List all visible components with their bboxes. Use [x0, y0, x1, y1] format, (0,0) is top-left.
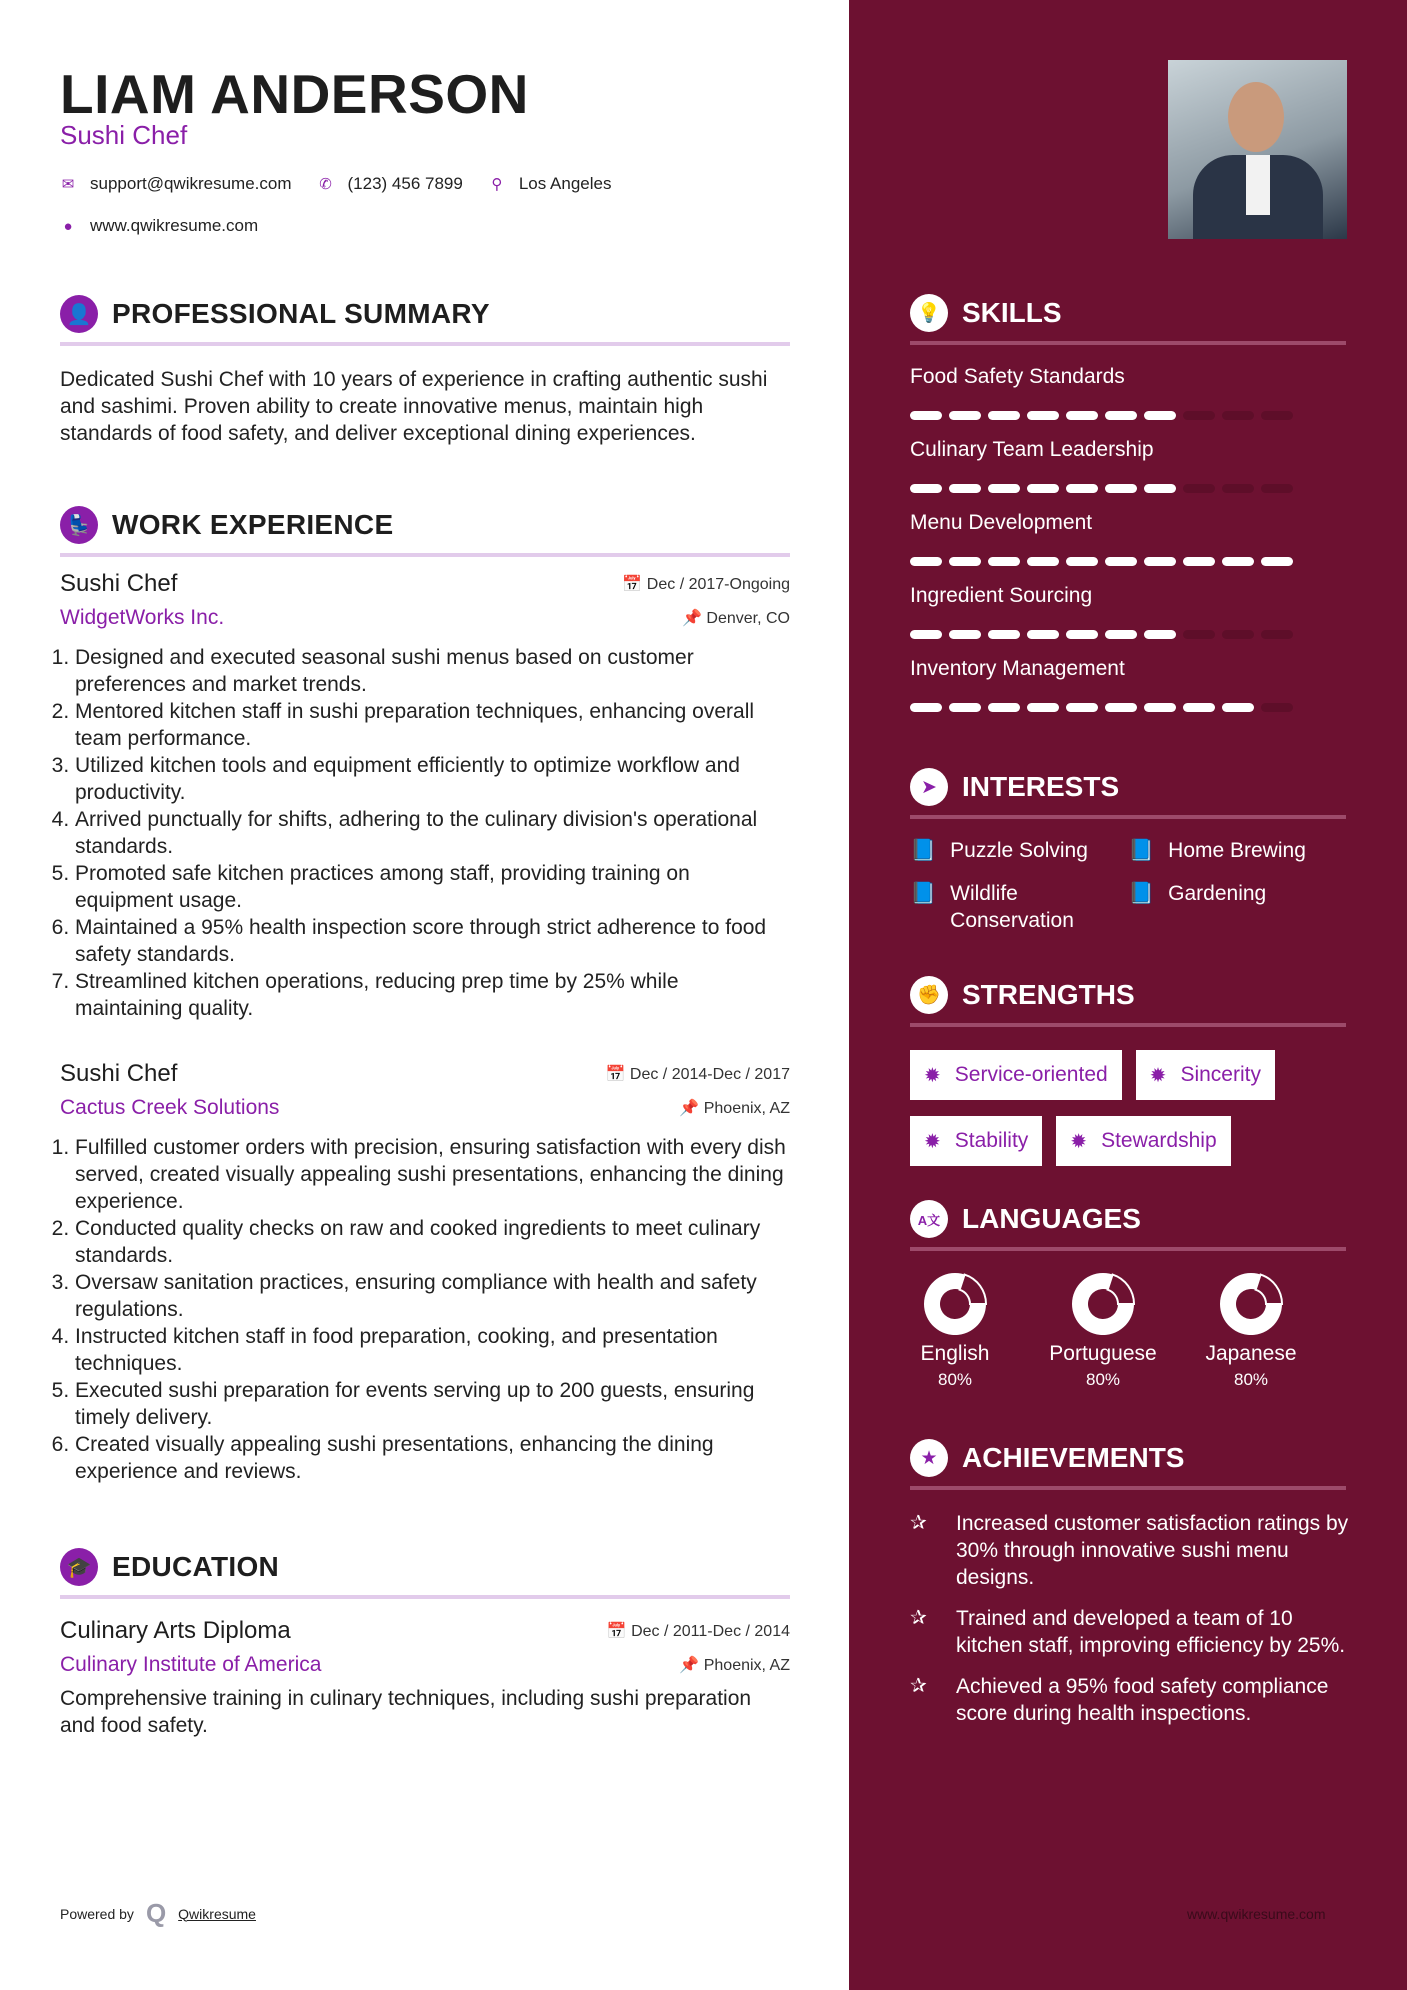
skill-dash-filled	[910, 630, 942, 639]
summary-text: Dedicated Sushi Chef with 10 years of experience in crafting authentic sushi and sashimi. Proven ability to create innovative menus, maintain high standards of food safety, and deliver exceptional dining experiences.	[60, 368, 768, 445]
strength-chip: ✹ Stewardship	[1056, 1116, 1230, 1166]
bullet: 2. Mentored kitchen staff in sushi preparation techniques, enhancing overall team performance.	[75, 698, 791, 752]
language-percent: 80%	[1233, 1370, 1269, 1389]
bullet: 4. Arrived punctually for shifts, adhering to the culinary division's operational standards.	[75, 806, 791, 860]
skill-dash-filled	[1105, 703, 1137, 712]
strength-chip: ✹ Sincerity	[1136, 1050, 1275, 1100]
language-percent: 80%	[1085, 1370, 1121, 1389]
section-heading: INTERESTS	[962, 771, 1120, 802]
language-item	[1038, 1271, 1168, 1390]
skill-dash-empty	[1261, 484, 1293, 493]
skill-dash-filled	[949, 703, 981, 712]
skill-level-bar	[910, 557, 1346, 566]
calendar-icon: 📅	[622, 576, 647, 593]
achievement-item: ✰ Increased customer satisfaction ratings by 30% through innovative sushi menu designs.	[910, 1512, 1349, 1589]
skill-dash-filled	[910, 557, 942, 566]
skill-dash-filled	[1183, 703, 1215, 712]
skill-item	[910, 584, 1346, 639]
skill-dash-filled	[988, 411, 1020, 420]
skill-name: Inventory Management	[910, 657, 1125, 680]
job-dates: Dec / 2014-Dec / 2017	[629, 1066, 790, 1083]
skill-item	[910, 657, 1346, 712]
bullet: 1. Designed and executed seasonal sushi menus based on customer preferences and market trends.	[75, 644, 791, 698]
job-bullets	[56, 644, 791, 1022]
graduate-icon: 🎓	[60, 1548, 98, 1586]
bullet: 3. Utilized kitchen tools and equipment efficiently to optimize workflow and productivity.	[75, 752, 791, 806]
divider	[910, 341, 1346, 345]
skills-section	[910, 294, 1346, 712]
job-title: Sushi Chef	[60, 570, 178, 597]
interest-item: 📘 Home Brewing	[1128, 839, 1306, 862]
skill-dash-filled	[1222, 557, 1254, 566]
shooting-star-icon: ✰	[910, 1512, 927, 1534]
skill-dash-filled	[910, 411, 942, 420]
divider	[60, 553, 790, 557]
skill-dash-empty	[1183, 411, 1215, 420]
skill-dash-filled	[1066, 630, 1098, 639]
calendar-icon: 📅	[605, 1066, 630, 1083]
bullet: 3. Oversaw sanitation practices, ensuring compliance with health and safety regulations.	[75, 1269, 791, 1323]
donut-remaining	[1256, 1275, 1282, 1304]
language-donut	[1070, 1271, 1136, 1337]
job-entry	[60, 570, 790, 1022]
languages-section	[910, 1200, 1346, 1390]
job-entry	[60, 1060, 790, 1485]
language-name: Japanese	[1205, 1342, 1297, 1365]
bullet: 6. Maintained a 95% health inspection score through strict adherence to food safety standards.	[75, 914, 791, 968]
skill-dash-filled	[949, 630, 981, 639]
contact-row	[58, 174, 611, 194]
bullet: 6. Created visually appealing sushi presentations, enhancing the dining experience and reviews.	[75, 1431, 791, 1485]
skill-dash-filled	[1066, 484, 1098, 493]
location: Los Angeles	[518, 174, 612, 193]
website-row	[58, 216, 258, 236]
badge-icon: ✹	[1149, 1064, 1167, 1087]
strengths-section	[910, 976, 1346, 1166]
badge-icon: ✹	[924, 1130, 941, 1153]
job-dates: Dec / 2017-Ongoing	[646, 576, 790, 593]
calendar-icon: 📅	[606, 1623, 632, 1640]
skill-name: Ingredient Sourcing	[910, 584, 1093, 607]
map-pin-icon: ⚲	[491, 176, 503, 193]
email[interactable]: support@qwikresume.com	[90, 174, 292, 193]
sidebar	[849, 0, 1407, 1990]
interest-item: 📘 Wildlife Conservation	[910, 882, 1074, 932]
language-name: English	[920, 1342, 990, 1365]
job-location: Denver, CO	[706, 610, 790, 627]
skill-dash-empty	[1183, 484, 1215, 493]
powered-by: Powered by	[60, 1905, 134, 1922]
degree: Culinary Arts Diploma	[60, 1617, 291, 1644]
skill-dash-filled	[988, 703, 1020, 712]
skill-item	[910, 365, 1346, 420]
company-name: WidgetWorks Inc.	[60, 606, 225, 629]
skill-dash-empty	[1222, 630, 1254, 639]
skill-dash-filled	[988, 557, 1020, 566]
chair-icon: 💺	[60, 506, 98, 544]
edu-location: Phoenix, AZ	[703, 1657, 790, 1674]
fist-icon: ✊	[910, 976, 948, 1014]
skill-dash-empty	[1222, 411, 1254, 420]
education-section	[60, 1548, 790, 1739]
skill-item	[910, 438, 1346, 493]
qwikresume-logo-icon: Q	[145, 1898, 167, 1928]
book-icon: 📘	[910, 839, 937, 862]
candidate-title: Sushi Chef	[60, 120, 188, 150]
language-donut	[922, 1271, 988, 1337]
skill-dash-filled	[988, 630, 1020, 639]
section-heading: WORK EXPERIENCE	[112, 509, 394, 540]
job-title: Sushi Chef	[60, 1060, 178, 1087]
section-heading: LANGUAGES	[962, 1203, 1141, 1234]
shooting-star-icon: ✰	[910, 1607, 927, 1629]
skill-dash-filled	[1066, 411, 1098, 420]
badge-icon: ✹	[924, 1064, 941, 1087]
skill-dash-filled	[1105, 557, 1137, 566]
donut-remaining	[1108, 1275, 1134, 1304]
bullet: 1. Fulfilled customer orders with precision, ensuring satisfaction with every dish served, created visually appealing sushi presentations, enhancing the dining experience.	[75, 1134, 791, 1215]
skill-level-bar	[910, 630, 1346, 639]
edu-dates: Dec / 2011-Dec / 2014	[631, 1623, 790, 1640]
book-icon: 📘	[910, 882, 937, 905]
achievement-item: ✰ Trained and developed a team of 10 kitchen staff, improving efficiency by 25%.	[910, 1607, 1346, 1657]
user-icon: 👤	[60, 295, 98, 333]
phone[interactable]: (123) 456 7899	[347, 174, 463, 193]
skill-dash-filled	[1144, 703, 1176, 712]
skill-dash-filled	[988, 484, 1020, 493]
lightbulb-icon: 💡	[910, 294, 948, 332]
school: Culinary Institute of America	[60, 1653, 322, 1676]
phone-icon: ✆	[319, 176, 332, 193]
pin-icon: 📌	[679, 1657, 704, 1674]
interest-item: 📘 Gardening	[1128, 880, 1338, 934]
language-donut	[1218, 1271, 1284, 1337]
skill-dash-empty	[1261, 703, 1293, 712]
bullet: 4. Instructed kitchen staff in food preparation, cooking, and presentation techniques.	[75, 1323, 791, 1377]
envelope-icon: ✉	[61, 176, 75, 193]
profile-photo	[1168, 60, 1347, 239]
divider	[60, 1595, 790, 1599]
skill-dash-filled	[1144, 630, 1176, 639]
pin-icon: 📌	[679, 1100, 704, 1117]
section-heading: STRENGTHS	[962, 979, 1135, 1010]
interest-item: 📘 Puzzle Solving	[910, 839, 1088, 862]
divider	[910, 1486, 1346, 1490]
skill-dash-empty	[1222, 484, 1254, 493]
job-location: Phoenix, AZ	[703, 1100, 790, 1117]
skill-dash-filled	[949, 411, 981, 420]
skill-dash-filled	[910, 703, 942, 712]
language-percent: 80%	[937, 1370, 973, 1389]
divider	[910, 1247, 1346, 1251]
skill-item	[910, 511, 1346, 566]
job-bullets	[56, 1134, 791, 1485]
footer	[60, 1898, 256, 1929]
skill-dash-filled	[1027, 484, 1059, 493]
language-item	[890, 1271, 1020, 1390]
section-heading: PROFESSIONAL SUMMARY	[112, 298, 490, 329]
book-icon: 📘	[1128, 882, 1155, 905]
book-icon: 📘	[1128, 839, 1155, 862]
language-name: Portuguese	[1049, 1342, 1157, 1365]
skill-name: Food Safety Standards	[910, 365, 1125, 388]
candidate-name: LIAM ANDERSON	[60, 63, 529, 125]
experience-section	[60, 506, 790, 557]
shooting-star-icon: ✰	[910, 1675, 927, 1697]
pin-icon: 📌	[682, 610, 707, 627]
skill-dash-filled	[949, 557, 981, 566]
edu-description: Comprehensive training in culinary techniques, including sushi preparation and food safety.	[60, 1687, 752, 1737]
skill-level-bar	[910, 484, 1346, 493]
bullet: 7. Streamlined kitchen operations, reducing prep time by 25% while maintaining quality.	[75, 968, 791, 1022]
skill-dash-filled	[1144, 484, 1176, 493]
achievements-section	[910, 1439, 1350, 1727]
globe-icon: ●	[63, 217, 73, 235]
skill-dash-filled	[1066, 703, 1098, 712]
divider	[910, 815, 1346, 819]
footer-site: www.qwikresume.com	[1187, 1906, 1326, 1922]
skill-dash-empty	[1183, 630, 1215, 639]
star-badge-icon: ★	[910, 1439, 948, 1477]
skill-dash-filled	[949, 484, 981, 493]
skill-dash-filled	[1144, 557, 1176, 566]
bullet: 5. Executed sushi preparation for events serving up to 200 guests, ensuring timely delivery.	[75, 1377, 791, 1431]
skill-dash-filled	[1027, 557, 1059, 566]
bullet: 5. Promoted safe kitchen practices among staff, providing training on equipment usage.	[75, 860, 791, 914]
skill-level-bar	[910, 703, 1346, 712]
skill-name: Culinary Team Leadership	[910, 438, 1154, 461]
strength-chip: ✹ Stability	[910, 1116, 1042, 1166]
skill-dash-filled	[1027, 411, 1059, 420]
skill-dash-filled	[1027, 703, 1059, 712]
skill-level-bar	[910, 411, 1346, 420]
skill-dash-filled	[1105, 630, 1137, 639]
brand-link[interactable]: Qwikresume	[178, 1905, 256, 1922]
interests-section	[910, 768, 1346, 934]
skill-name: Menu Development	[910, 511, 1093, 534]
translate-icon: A文	[910, 1200, 948, 1238]
skill-dash-filled	[1144, 411, 1176, 420]
bullet: 2. Conducted quality checks on raw and cooked ingredients to meet culinary standards.	[75, 1215, 791, 1269]
language-item	[1186, 1271, 1316, 1390]
skill-dash-empty	[1261, 411, 1293, 420]
skill-dash-filled	[1261, 557, 1293, 566]
skill-dash-empty	[1261, 630, 1293, 639]
section-heading: ACHIEVEMENTS	[962, 1442, 1185, 1473]
website[interactable]: www.qwikresume.com	[90, 216, 259, 235]
skill-dash-filled	[1027, 630, 1059, 639]
skill-dash-filled	[1222, 703, 1254, 712]
skill-dash-filled	[910, 484, 942, 493]
divider	[910, 1023, 1346, 1027]
strength-chip: ✹ Service-oriented	[910, 1050, 1122, 1100]
divider	[60, 342, 790, 346]
company-name: Cactus Creek Solutions	[60, 1096, 280, 1119]
achievement-item: ✰ Achieved a 95% food safety compliance score during health inspections.	[910, 1675, 1329, 1725]
paper-plane-icon: ➤	[910, 768, 948, 806]
summary-section	[60, 295, 790, 447]
donut-remaining	[960, 1275, 986, 1304]
skill-dash-filled	[1105, 484, 1137, 493]
section-heading: EDUCATION	[112, 1551, 280, 1582]
skill-dash-filled	[1105, 411, 1137, 420]
section-heading: SKILLS	[962, 297, 1062, 328]
skill-dash-filled	[1066, 557, 1098, 566]
skill-dash-filled	[1183, 557, 1215, 566]
badge-icon: ✹	[1070, 1130, 1088, 1153]
